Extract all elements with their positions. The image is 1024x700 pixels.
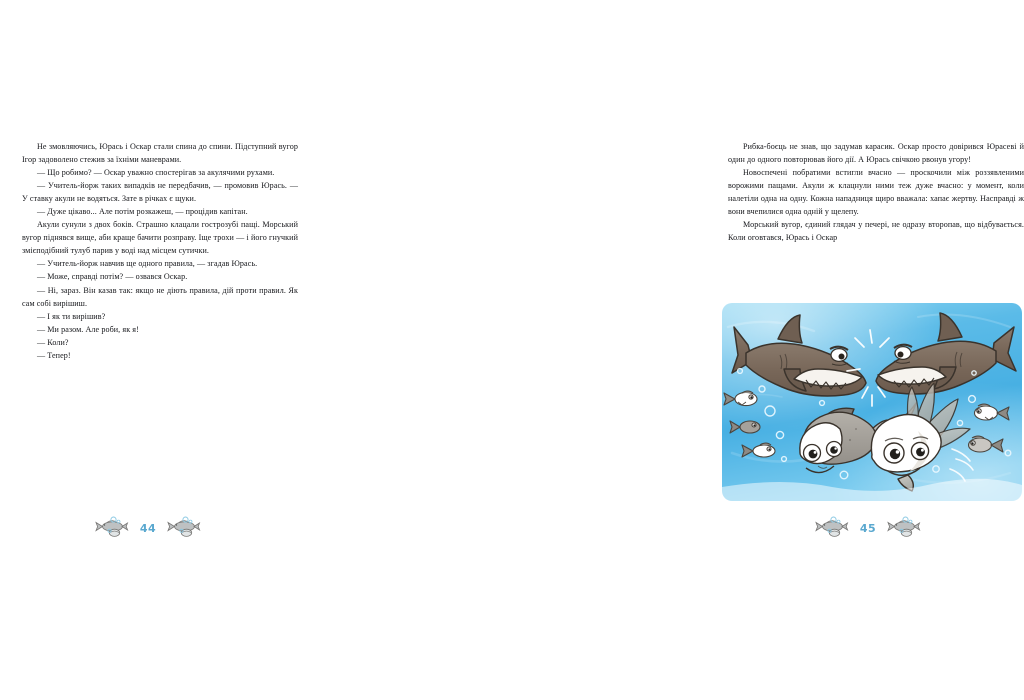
page-footer-right — [808, 515, 928, 541]
fish-ornament-icon — [165, 516, 203, 540]
left-page-body-text — [22, 140, 298, 362]
right-page-body-text — [728, 140, 1024, 244]
paragraph: — Коли? — [37, 337, 69, 347]
page-left — [0, 0, 350, 700]
page-right — [350, 0, 1024, 700]
page-footer-left — [88, 515, 208, 541]
paragraph: — Дуже цікаво... Але потім розкажеш, — процідив капітан. — [37, 207, 248, 217]
paragraph: — Тепер! — [37, 350, 71, 360]
fish-ornament-icon — [93, 516, 131, 540]
paragraph: Новоспечені побратими встигли вчасно — проскочили між роззявленими ворожими пащами. Акули ж клацнули ними теж дуже вчасно: у момент, коли налетіли одна на одну. Кожна нападниця щиро вважала: хапає жертву. Насправді ж вони вчепилися одна одній у щелепу. — [728, 168, 1024, 217]
paragraph: — Може, справді потім? — озвався Оскар. — [37, 272, 188, 282]
paragraph: Не змовляючись, Юрась і Оскар стали спина до спини. Підступний вугор Ігор задоволено стежив за їхніми маневрами. — [22, 142, 298, 165]
paragraph: — Що робимо? — Оскар уважно спостерігав за акулячими рухами. — [37, 168, 275, 178]
paragraph: — І як ти вирішив? — [37, 311, 106, 321]
paragraph: Акули сунули з двох боків. Страшно клацали гострозубі пащі. Морський вугор піднявся вище, аби краще бачити розправу. Іще трохи — і його гнучкий змієподібний тулуб парив у воді над місцем сутички. — [22, 220, 298, 256]
paragraph: — Учитель-йорж навчив ще одного правила, — згадав Юрась. — [37, 259, 258, 269]
illustration-container — [722, 303, 1022, 501]
page-number: 45 — [859, 521, 877, 535]
paragraph: — Учитель-йорж таких випадків не передбачив, — промовив Юрась. — У ставку акули не водяться. Зате в річках є щуки. — [22, 181, 298, 204]
paragraph: Морський вугор, єдиний глядач у печері, не одразу второпав, що відбувається. Коли оговтався, Юрась і Оскар — [728, 220, 1024, 243]
paragraph: — Ні, зараз. Він казав так: якщо не діють правила, дій проти правил. Як сам собі вирішиш. — [22, 285, 298, 308]
paragraph: Рибка-боєць не знав, що задумав карасик. Оскар просто довірився Юрасеві й один до одного повторював його дії. А Юрась свічкою рвонув угору! — [728, 142, 1024, 165]
underwater-illustration — [722, 303, 1022, 501]
fish-ornament-icon — [885, 516, 923, 540]
paragraph: — Ми разом. Але роби, як я! — [37, 324, 139, 334]
fish-ornament-icon — [813, 516, 851, 540]
page-number: 44 — [139, 521, 157, 535]
